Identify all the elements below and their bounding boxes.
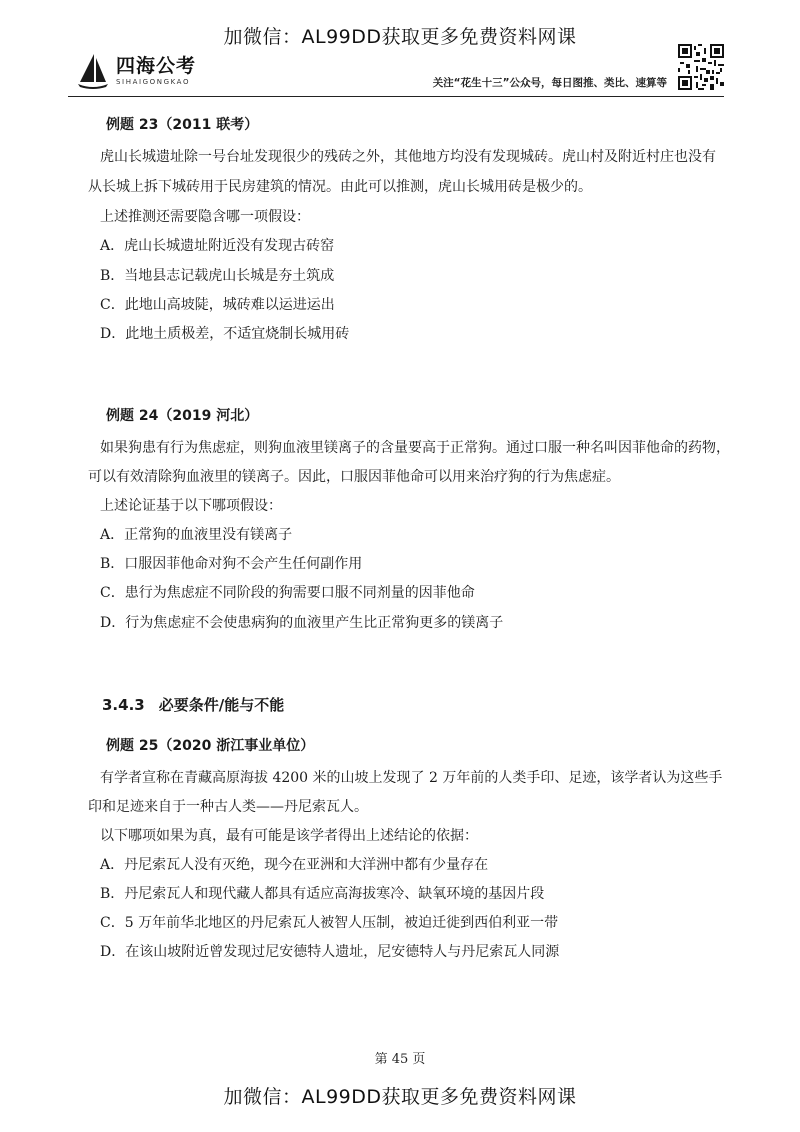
q25-question: 以下哪项如果为真，最有可能是该学者得出上述结论的依据： [100,828,478,844]
qr-code-icon [678,44,724,90]
q24-option-b: B．口服因菲他命对狗不会产生任何副作用 [100,556,363,572]
q24-option-d: D．行为焦虑症不会使患病狗的血液里产生比正常狗更多的镁离子 [100,615,504,631]
section-number: 3.4.3 [102,696,145,714]
logo-name: 四海公考 [116,55,197,77]
q23-title: 例题 23（2011 联考） [106,117,259,133]
logo-pinyin: SIHAIGONGKAO [116,78,191,86]
q25-title: 例题 25（2020 浙江事业单位） [106,738,315,754]
q23-option-d: D．此地土质极差，不适宜烧制长城用砖 [100,326,350,342]
q25-stem-line1: 有学者宣称在青藏高原海拔 4200 米的山坡上发现了 2 万年前的人类手印、足迹，该学者认为这些手 [100,770,723,786]
section-title: 必要条件/能与不能 [158,696,285,714]
q24-question: 上述论证基于以下哪项假设： [100,498,282,514]
section-heading [102,694,284,715]
sailboat-logo-icon [76,52,110,90]
q24-stem-line1: 如果狗患有行为焦虑症，则狗血液里镁离子的含量要高于正常狗。通过口服一种名叫因菲他命的药物， [100,440,730,456]
q23-stem-line1: 虎山长城遗址除一号台址发现很少的残砖之外，其他地方均没有发现城砖。虎山村及附近村庄也没有 [100,149,716,165]
q25-option-b: B．丹尼索瓦人和现代藏人都具有适应高海拔寒冷、缺氧环境的基因片段 [100,886,545,902]
q23-stem-line2: 从长城上拆下城砖用于民房建筑的情况。由此可以推测，虎山长城用砖是极少的。 [88,179,592,195]
page-header [68,48,724,94]
q23-option-a: A．虎山长城遗址附近没有发现古砖窑 [100,238,335,254]
logo [76,52,196,90]
q23-option-b: B．当地县志记载虎山长城是夯土筑成 [100,268,335,284]
q24-stem-line2: 可以有效清除狗血液里的镁离子。因此，口服因菲他命可以用来治疗狗的行为焦虑症。 [88,469,620,485]
header-divider [68,96,724,97]
q25-option-d: D．在该山坡附近曾发现过尼安德特人遗址，尼安德特人与丹尼索瓦人同源 [100,944,560,960]
q23-question: 上述推测还需要隐含哪一项假设： [100,209,310,225]
q25-option-c: C．5 万年前华北地区的丹尼索瓦人被智人压制，被迫迁徙到西伯利亚一带 [100,915,559,931]
page-number: 第 45 页 [374,1052,426,1067]
q25-stem-line2: 印和足迹来自于一种古人类——丹尼索瓦人。 [88,799,368,815]
bottom-promo-banner: 加微信：AL99DD获取更多免费资料网课 [223,1086,577,1108]
q23-option-c: C．此地山高坡陡，城砖难以运进运出 [100,297,335,313]
header-note: 关注“花生十三”公众号，每日图推、类比、速算等 [432,77,667,89]
q24-option-c: C．患行为焦虑症不同阶段的狗需要口服不同剂量的因菲他命 [100,585,475,601]
q25-option-a: A．丹尼索瓦人没有灭绝，现今在亚洲和大洋洲中都有少量存在 [100,857,489,873]
top-promo-banner: 加微信：AL99DD获取更多免费资料网课 [223,26,577,48]
q24-title: 例题 24（2019 河北） [106,408,259,424]
q24-option-a: A．正常狗的血液里没有镁离子 [100,527,293,543]
